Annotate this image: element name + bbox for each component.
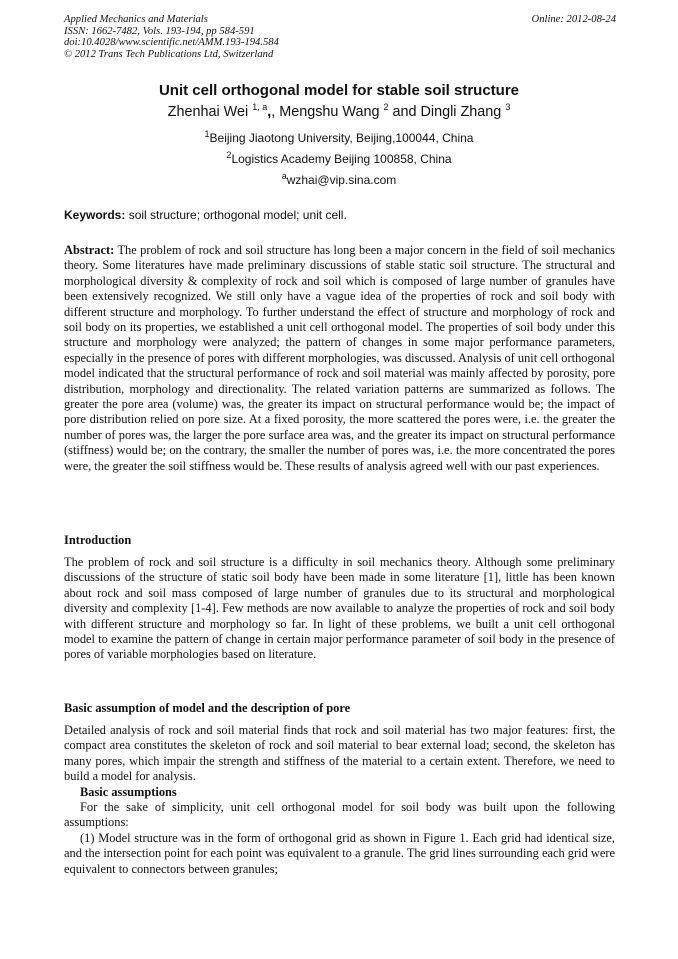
affiliation-2-sup: 2 xyxy=(226,150,232,160)
subsection-heading-basic-assumptions xyxy=(64,785,615,800)
section-body xyxy=(64,723,615,877)
email-text[interactable]: wzhai@vip.sina.com xyxy=(286,173,397,187)
author-1: Zhenhai Wei xyxy=(167,104,253,120)
affiliation-1-sup: 1 xyxy=(204,129,210,139)
journal-name: Applied Mechanics and Materials xyxy=(64,14,208,25)
doi-line[interactable]: doi:10.4028/www.scientific.net/AMM.193-194.584 xyxy=(64,37,279,49)
online-date: Online: 2012-08-24 xyxy=(531,14,616,25)
introduction-paragraph: The problem of rock and soil structure is a difficulty in soil mechanics theory. Although some preliminary discussions of the structure of static soil body have been made in some literature [1], little has been known about rock and soil mass composed of large number of granules due to its structural and morphological diversity and complexity [1-4]. Few methods are now available to analyze the properties of rock and soil body with different structure and morphology so far. In light of these problems, we built a unit cell orthogonal model to examine the pattern of change in certain major performance parameter of soil body in the presence of pores of variable morphologies based on literature. xyxy=(64,555,615,662)
affiliation-1-text: Beijing Jiaotong University, Beijing,100044, China xyxy=(209,131,474,145)
abstract-text: The problem of rock and soil structure has long been a major concern in the field of soil mechanics theory. Some literatures have made preliminary discussions of stable static soil structure. The structural and morphological diversity & complexity of rock and soil which is composed of large number of granules have been extensively recognized. We still only have a vague idea of the properties of rock and soil body with different structure and morphology. To further understand the effect of structure and morphology of rock and soil body on its properties, we established a unit cell orthogonal model. The properties of soil body under this structure and morphology were analyzed; the pattern of changes in some major performance parameters, especially in the presence of pores with different morphologies, was discussed. Analysis of unit cell orthogonal model indicated that the structural performance of rock and soil material was mainly affected by porosity, pore distribution, morphology and directionality. The related variation patterns are summarized as follows. The greater the pore area (volume) was, the greater its impact on structural performance would be; the impact of pore distribution relied on pore size. At a fixed porosity, the more scattered the pores were, i.e. the greater the number of pores was, the larger the pore surface area was, and the greater its impact on structural performance (stiffness) would be; on the contrary, the smaller the number of pores was, i.e. the more concentrated the pores were, the greater the soil stiffness would be. These results of analysis agreed well with our past experiences. xyxy=(64,243,615,473)
author-2-sup: 2 xyxy=(383,102,389,113)
affiliation-2 xyxy=(0,152,678,166)
abstract-label: Abstract: xyxy=(64,243,115,257)
introduction-heading: Introduction xyxy=(64,533,132,547)
abstract-paragraph xyxy=(64,243,615,474)
author-2: , Mengshu Wang xyxy=(271,104,384,120)
author-list xyxy=(0,104,678,120)
section-paragraph-2: For the sake of simplicity, unit cell orthogonal model for soil body was built upon the following assumptions: xyxy=(64,800,615,830)
author-separator: , xyxy=(267,104,272,120)
keywords-label: Keywords: xyxy=(64,208,126,222)
affiliation-1 xyxy=(0,131,678,145)
affiliation-2-text: Logistics Academy Beijing 100858, China xyxy=(231,152,452,166)
copyright-line: © 2012 Trans Tech Publications Ltd, Switzerland xyxy=(64,48,274,60)
issn-line: ISSN: 1662-7482, Vols. 193-194, pp 584-591 xyxy=(64,25,255,37)
subsection-heading-text: Basic assumptions xyxy=(80,784,177,799)
section-paragraph-1: Detailed analysis of rock and soil material finds that rock and soil material has two major features: first, the compact area constitutes the skeleton of rock and soil material to bear external load; second, the skeleton has many pores, which impair the strength and stiffness of the material to a certain extent. Therefore, we need to build a model for analysis. xyxy=(64,723,615,784)
author-email xyxy=(0,173,678,187)
keywords-text: soil structure; orthogonal model; unit cell. xyxy=(125,208,347,222)
author-1-sup: 1, a xyxy=(252,102,268,113)
author-3: and Dingli Zhang xyxy=(388,104,506,120)
author-3-sup: 3 xyxy=(505,102,511,113)
keywords xyxy=(64,208,347,222)
page-header xyxy=(64,14,616,60)
email-sup: a xyxy=(281,171,287,181)
section-heading-basic-assumption: Basic assumption of model and the description of pore xyxy=(64,701,351,715)
paper-title: Unit cell orthogonal model for stable soil structure xyxy=(158,82,520,99)
section-paragraph-3: (1) Model structure was in the form of orthogonal grid as shown in Figure 1. Each grid had identical size, and the intersection point for each point was equivalent to a granule. The grid lines surrounding each grid were equivalent to connectors between granules; xyxy=(64,830,615,876)
